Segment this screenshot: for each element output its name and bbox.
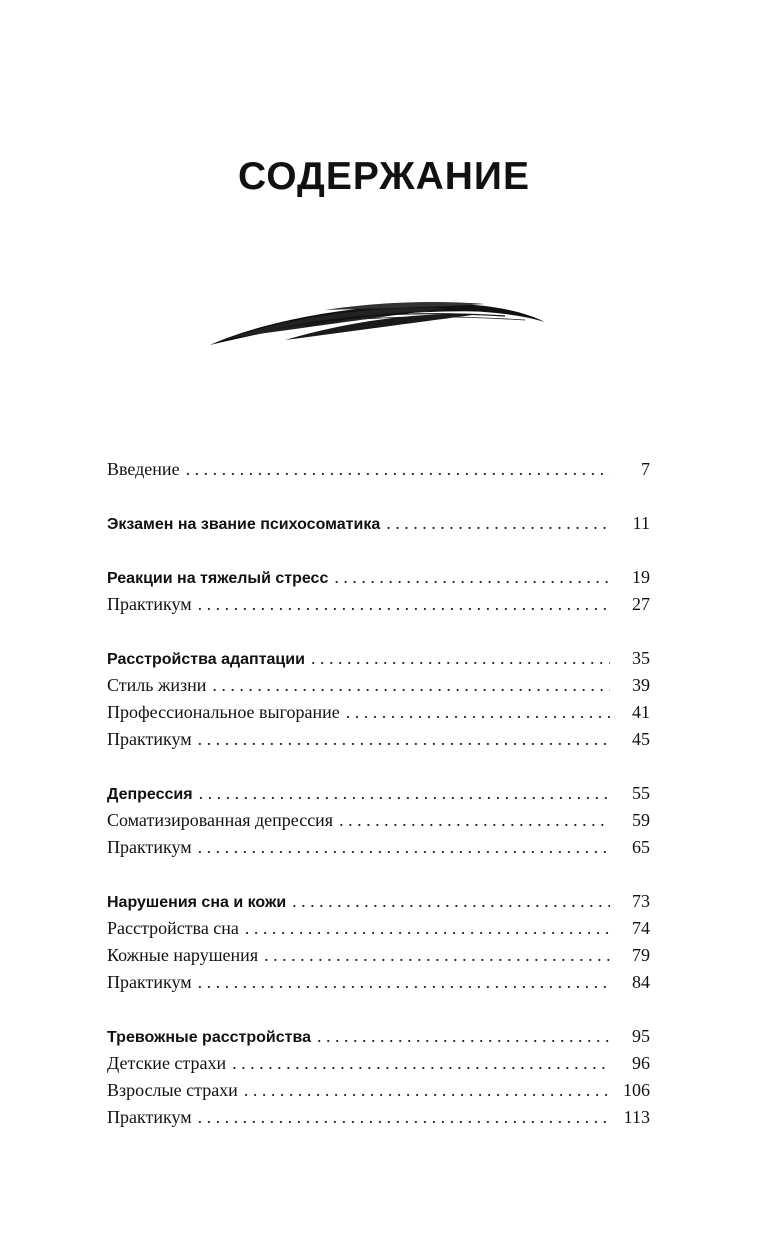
toc-page-number: 95: [632, 1026, 650, 1046]
toc-dot-leader: [292, 888, 610, 915]
toc-page-number: 41: [632, 702, 650, 722]
toc-dot-leader: [264, 942, 610, 969]
toc-entry-title: Реакции на тяжелый стресс: [107, 570, 329, 587]
toc-entry-title: Детские страхи: [107, 1053, 227, 1073]
toc-dot-leader: [198, 969, 610, 996]
page-title: СОДЕРЖАНИЕ: [238, 155, 530, 198]
toc-dot-leader: [198, 591, 610, 618]
toc-entry-title: Практикум: [107, 594, 192, 614]
toc-dot-leader: [244, 1077, 610, 1104]
toc-subentry[interactable]: [107, 942, 650, 969]
toc-section: [107, 456, 650, 483]
toc-dot-leader: [199, 780, 610, 807]
toc-page-number: 59: [632, 810, 650, 830]
toc-page-number: 19: [632, 567, 650, 587]
toc-section: [107, 780, 650, 861]
toc-entry-title: Стиль жизни: [107, 675, 207, 695]
toc-entry-title: Расстройства адаптации: [107, 651, 305, 668]
table-of-contents: [107, 456, 650, 1158]
toc-dot-leader: [317, 1023, 610, 1050]
toc-subentry[interactable]: [107, 726, 650, 753]
toc-entry-title: Практикум: [107, 972, 192, 992]
toc-page-number: 84: [632, 972, 650, 992]
toc-section: [107, 564, 650, 618]
toc-entry-title: Нарушения сна и кожи: [107, 894, 287, 911]
toc-subentry[interactable]: [107, 672, 650, 699]
toc-section: [107, 510, 650, 537]
toc-dot-leader: [186, 456, 610, 483]
toc-entry-title: Расстройства сна: [107, 918, 239, 938]
toc-page-number: 96: [632, 1053, 650, 1073]
toc-subentry[interactable]: [107, 456, 650, 483]
toc-section: [107, 1023, 650, 1131]
toc-entry-title: Кожные нарушения: [107, 945, 259, 965]
toc-page-number: 113: [623, 1107, 650, 1127]
toc-dot-leader: [198, 834, 610, 861]
toc-dot-leader: [232, 1050, 610, 1077]
toc-subentry[interactable]: [107, 807, 650, 834]
toc-chapter-entry[interactable]: [107, 564, 650, 591]
toc-chapter-entry[interactable]: [107, 1023, 650, 1050]
toc-entry-title: Практикум: [107, 1107, 192, 1127]
toc-page-number: 65: [632, 837, 650, 857]
toc-chapter-entry[interactable]: [107, 888, 650, 915]
toc-chapter-entry[interactable]: [107, 645, 650, 672]
toc-section: [107, 645, 650, 753]
brush-stroke-ornament: [205, 290, 550, 352]
toc-page-number: 106: [623, 1080, 650, 1100]
toc-page-number: 55: [632, 783, 650, 803]
toc-subentry[interactable]: [107, 1077, 650, 1104]
toc-dot-leader: [334, 564, 610, 591]
toc-entry-title: Взрослые страхи: [107, 1080, 238, 1100]
toc-subentry[interactable]: [107, 699, 650, 726]
toc-dot-leader: [198, 1104, 610, 1131]
toc-entry-title: Экзамен на звание психосоматика: [107, 516, 381, 533]
toc-entry-title: Введение: [107, 459, 180, 479]
toc-chapter-entry[interactable]: [107, 510, 650, 537]
toc-dot-leader: [311, 645, 610, 672]
toc-dot-leader: [339, 807, 610, 834]
toc-page-number: 79: [632, 945, 650, 965]
toc-page-number: 27: [632, 594, 650, 614]
toc-dot-leader: [346, 699, 610, 726]
toc-entry-title: Тревожные расстройства: [107, 1029, 311, 1046]
toc-subentry[interactable]: [107, 915, 650, 942]
toc-page-number: 45: [632, 729, 650, 749]
toc-section: [107, 888, 650, 996]
toc-subentry[interactable]: [107, 591, 650, 618]
toc-page-number: 7: [641, 459, 650, 479]
toc-entry-title: Практикум: [107, 729, 192, 749]
toc-page-number: 73: [632, 891, 650, 911]
toc-entry-title: Профессиональное выгорание: [107, 702, 340, 722]
toc-chapter-entry[interactable]: [107, 780, 650, 807]
toc-page-number: 39: [632, 675, 650, 695]
toc-subentry[interactable]: [107, 1050, 650, 1077]
toc-subentry[interactable]: [107, 834, 650, 861]
toc-subentry[interactable]: [107, 969, 650, 996]
toc-entry-title: Соматизированная депрессия: [107, 810, 334, 830]
toc-subentry[interactable]: [107, 1104, 650, 1131]
toc-page-number: 74: [632, 918, 650, 938]
toc-entry-title: Депрессия: [107, 786, 193, 803]
toc-dot-leader: [198, 726, 610, 753]
toc-dot-leader: [245, 915, 610, 942]
toc-page-number: 35: [632, 648, 650, 668]
toc-page-number: 11: [632, 513, 650, 533]
toc-entry-title: Практикум: [107, 837, 192, 857]
toc-dot-leader: [212, 672, 610, 699]
toc-dot-leader: [386, 510, 610, 537]
